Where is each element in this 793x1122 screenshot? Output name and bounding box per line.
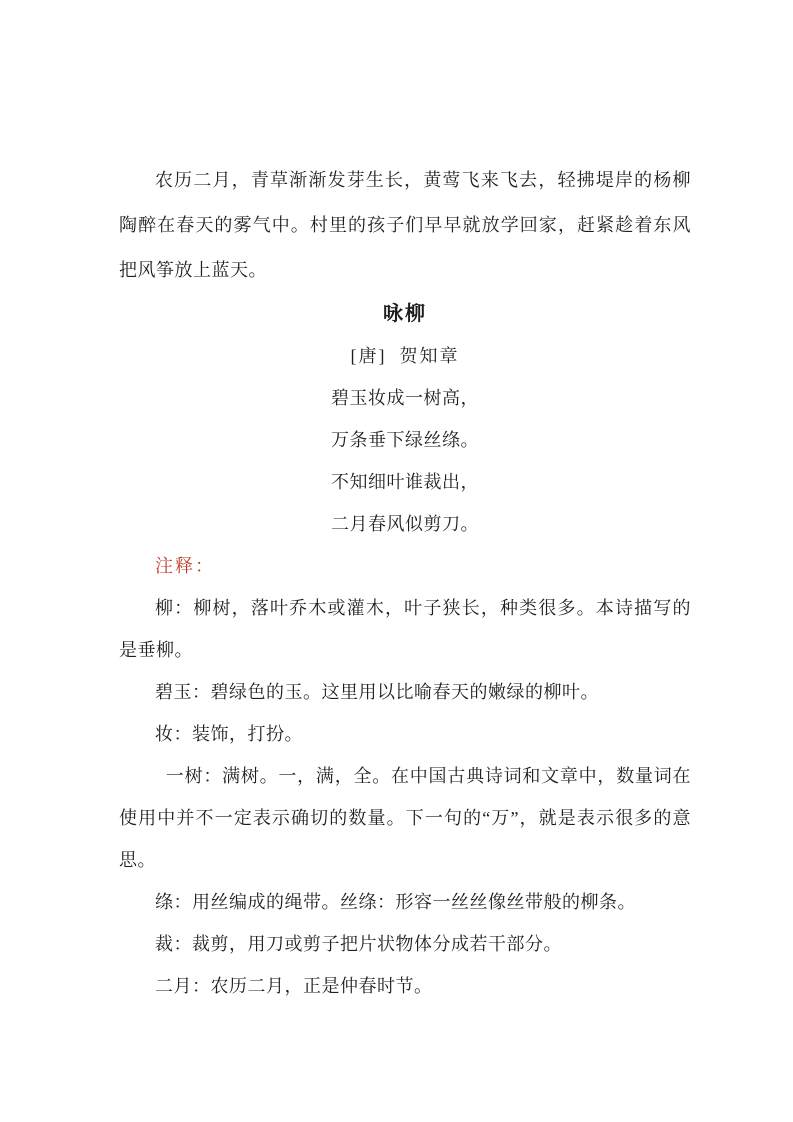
- poem-line: 碧玉妆成一树高，: [331, 388, 479, 408]
- poem-line: 不知细叶谁裁出，: [331, 472, 479, 492]
- notes-heading: 注释：: [155, 556, 215, 576]
- note-item: 妆：装饰，打扮。: [155, 724, 303, 744]
- intro-paragraph: 农历二月，青草渐渐发芽生长，黄莺飞来飞去，轻拂堤岸的杨柳陶醉在春天的雾气中。村里的孩子们早早就放学回家，赶紧趁着东风把风筝放上蓝天。: [119, 170, 691, 280]
- poem-title: 咏柳: [383, 303, 427, 325]
- note-item: 碧玉：碧绿色的玉。这里用以比喻春天的嫩绿的柳叶。: [155, 682, 599, 702]
- note-item: 二月：农历二月，正是仲春时节。: [155, 976, 433, 996]
- note-item: 绦：用丝编成的绳带。丝绦：形容一丝丝像丝带般的柳条。: [155, 892, 636, 912]
- note-item: 裁：裁剪，用刀或剪子把片状物体分成若干部分。: [155, 934, 562, 954]
- poem-line: 万条垂下绿丝绦。: [331, 430, 479, 450]
- poem-line: 二月春风似剪刀。: [331, 514, 479, 534]
- poem-author: [唐] 贺知章: [350, 346, 460, 366]
- notes-list: [119, 587, 691, 1007]
- note-item: 一树：满树。一，满，全。在中国古典诗词和文章中，数量词在使用中并不一定表示确切的数量。下一句的“万”，就是表示很多的意思。: [119, 766, 691, 870]
- note-item: 柳：柳树，落叶乔木或灌木，叶子狭长，种类很多。本诗描写的是垂柳。: [119, 598, 691, 660]
- poem-body: [119, 377, 691, 545]
